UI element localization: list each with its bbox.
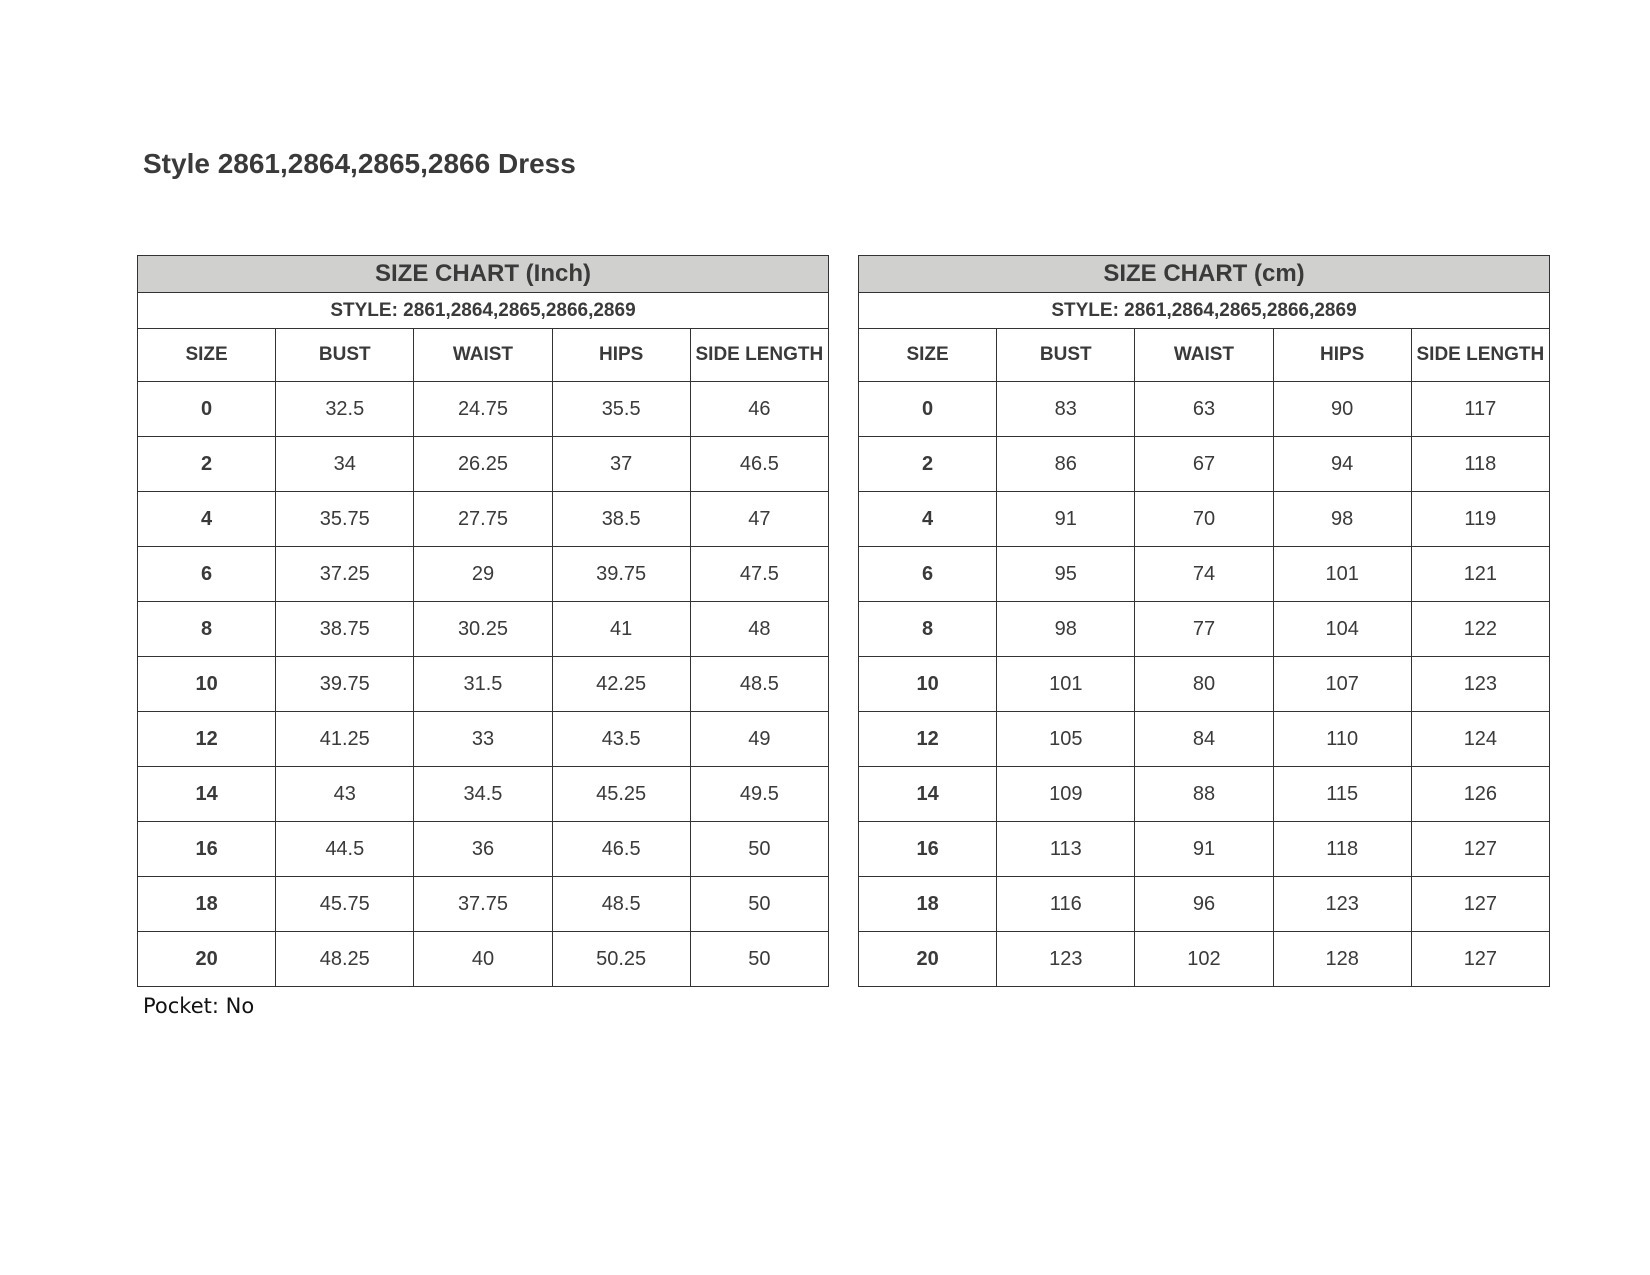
size-cell: 12 xyxy=(138,712,276,767)
table-row xyxy=(138,822,829,877)
measurement-cell: 41.25 xyxy=(276,712,414,767)
measurement-cell: 50 xyxy=(690,932,828,987)
measurement-cell: 118 xyxy=(1273,822,1411,877)
measurement-cell: 102 xyxy=(1135,932,1273,987)
measurement-cell: 45.75 xyxy=(276,877,414,932)
measurement-cell: 101 xyxy=(1273,547,1411,602)
column-header: WAIST xyxy=(1135,329,1273,382)
table-row xyxy=(138,602,829,657)
measurement-cell: 37.75 xyxy=(414,877,552,932)
measurement-cell: 123 xyxy=(1411,657,1549,712)
size-cell: 10 xyxy=(138,657,276,712)
table-row xyxy=(138,382,829,437)
measurement-cell: 91 xyxy=(997,492,1135,547)
measurement-cell: 37.25 xyxy=(276,547,414,602)
size-cell: 20 xyxy=(138,932,276,987)
measurement-cell: 46.5 xyxy=(552,822,690,877)
measurement-cell: 95 xyxy=(997,547,1135,602)
table-row xyxy=(138,437,829,492)
column-header: SIZE xyxy=(138,329,276,382)
pocket-note: Pocket: No xyxy=(143,994,255,1018)
measurement-cell: 46.5 xyxy=(690,437,828,492)
measurement-cell: 107 xyxy=(1273,657,1411,712)
measurement-cell: 98 xyxy=(997,602,1135,657)
size-cell: 4 xyxy=(859,492,997,547)
size-cell: 12 xyxy=(859,712,997,767)
measurement-cell: 26.25 xyxy=(414,437,552,492)
size-cell: 0 xyxy=(859,382,997,437)
measurement-cell: 123 xyxy=(997,932,1135,987)
measurement-cell: 121 xyxy=(1411,547,1549,602)
measurement-cell: 50 xyxy=(690,822,828,877)
size-chart-cm xyxy=(858,255,1550,987)
measurement-cell: 98 xyxy=(1273,492,1411,547)
measurement-cell: 43 xyxy=(276,767,414,822)
table-row xyxy=(859,492,1550,547)
measurement-cell: 119 xyxy=(1411,492,1549,547)
size-cell: 16 xyxy=(859,822,997,877)
column-header: WAIST xyxy=(414,329,552,382)
measurement-cell: 115 xyxy=(1273,767,1411,822)
measurement-cell: 44.5 xyxy=(276,822,414,877)
measurement-cell: 83 xyxy=(997,382,1135,437)
table-body xyxy=(138,382,829,987)
column-header: HIPS xyxy=(552,329,690,382)
measurement-cell: 50 xyxy=(690,877,828,932)
table-row xyxy=(138,877,829,932)
measurement-cell: 46 xyxy=(690,382,828,437)
table-row xyxy=(859,437,1550,492)
measurement-cell: 101 xyxy=(997,657,1135,712)
measurement-cell: 30.25 xyxy=(414,602,552,657)
chart-title: SIZE CHART (Inch) xyxy=(138,256,829,293)
measurement-cell: 43.5 xyxy=(552,712,690,767)
measurement-cell: 32.5 xyxy=(276,382,414,437)
measurement-cell: 47 xyxy=(690,492,828,547)
measurement-cell: 63 xyxy=(1135,382,1273,437)
measurement-cell: 113 xyxy=(997,822,1135,877)
table-row xyxy=(138,547,829,602)
measurement-cell: 80 xyxy=(1135,657,1273,712)
measurement-cell: 50.25 xyxy=(552,932,690,987)
measurement-cell: 38.75 xyxy=(276,602,414,657)
size-cell: 8 xyxy=(138,602,276,657)
style-line: STYLE: 2861,2864,2865,2866,2869 xyxy=(138,293,829,329)
table-body xyxy=(859,382,1550,987)
table-row xyxy=(859,767,1550,822)
size-cell: 14 xyxy=(138,767,276,822)
measurement-cell: 39.75 xyxy=(276,657,414,712)
measurement-cell: 49 xyxy=(690,712,828,767)
table-row xyxy=(859,657,1550,712)
measurement-cell: 47.5 xyxy=(690,547,828,602)
measurement-cell: 74 xyxy=(1135,547,1273,602)
table-row xyxy=(859,822,1550,877)
measurement-cell: 118 xyxy=(1411,437,1549,492)
measurement-cell: 124 xyxy=(1411,712,1549,767)
table-row xyxy=(138,712,829,767)
measurement-cell: 48.5 xyxy=(690,657,828,712)
measurement-cell: 31.5 xyxy=(414,657,552,712)
measurement-cell: 122 xyxy=(1411,602,1549,657)
measurement-cell: 126 xyxy=(1411,767,1549,822)
measurement-cell: 116 xyxy=(997,877,1135,932)
measurement-cell: 37 xyxy=(552,437,690,492)
measurement-cell: 45.25 xyxy=(552,767,690,822)
measurement-cell: 34.5 xyxy=(414,767,552,822)
measurement-cell: 39.75 xyxy=(552,547,690,602)
measurement-cell: 67 xyxy=(1135,437,1273,492)
measurement-cell: 35.75 xyxy=(276,492,414,547)
table-row xyxy=(859,932,1550,987)
page-title: Style 2861,2864,2865,2866 Dress xyxy=(143,148,576,179)
measurement-cell: 110 xyxy=(1273,712,1411,767)
measurement-cell: 127 xyxy=(1411,877,1549,932)
size-cell: 20 xyxy=(859,932,997,987)
measurement-cell: 94 xyxy=(1273,437,1411,492)
measurement-cell: 86 xyxy=(997,437,1135,492)
measurement-cell: 127 xyxy=(1411,932,1549,987)
size-cell: 16 xyxy=(138,822,276,877)
measurement-cell: 41 xyxy=(552,602,690,657)
size-cell: 6 xyxy=(859,547,997,602)
measurement-cell: 48.5 xyxy=(552,877,690,932)
table-row xyxy=(138,657,829,712)
table-row xyxy=(859,877,1550,932)
measurement-cell: 90 xyxy=(1273,382,1411,437)
measurement-cell: 117 xyxy=(1411,382,1549,437)
measurement-cell: 40 xyxy=(414,932,552,987)
measurement-cell: 48.25 xyxy=(276,932,414,987)
size-cell: 4 xyxy=(138,492,276,547)
column-header: SIDE LENGTH xyxy=(1411,329,1549,382)
size-cell: 18 xyxy=(138,877,276,932)
size-cell: 14 xyxy=(859,767,997,822)
style-line: STYLE: 2861,2864,2865,2866,2869 xyxy=(859,293,1550,329)
size-cell: 0 xyxy=(138,382,276,437)
measurement-cell: 128 xyxy=(1273,932,1411,987)
size-cell: 2 xyxy=(859,437,997,492)
measurement-cell: 36 xyxy=(414,822,552,877)
measurement-cell: 77 xyxy=(1135,602,1273,657)
measurement-cell: 70 xyxy=(1135,492,1273,547)
measurement-cell: 24.75 xyxy=(414,382,552,437)
measurement-cell: 127 xyxy=(1411,822,1549,877)
column-header: BUST xyxy=(276,329,414,382)
size-chart-inch xyxy=(137,255,829,987)
table-row xyxy=(138,767,829,822)
measurement-cell: 91 xyxy=(1135,822,1273,877)
size-cell: 2 xyxy=(138,437,276,492)
table-row xyxy=(859,712,1550,767)
measurement-cell: 34 xyxy=(276,437,414,492)
table-row xyxy=(859,547,1550,602)
measurement-cell: 49.5 xyxy=(690,767,828,822)
column-header: SIDE LENGTH xyxy=(690,329,828,382)
measurement-cell: 33 xyxy=(414,712,552,767)
table-row xyxy=(859,382,1550,437)
measurement-cell: 38.5 xyxy=(552,492,690,547)
measurement-cell: 42.25 xyxy=(552,657,690,712)
table-row xyxy=(138,492,829,547)
measurement-cell: 104 xyxy=(1273,602,1411,657)
measurement-cell: 96 xyxy=(1135,877,1273,932)
measurement-cell: 84 xyxy=(1135,712,1273,767)
measurement-cell: 48 xyxy=(690,602,828,657)
table-row xyxy=(859,602,1550,657)
column-header: SIZE xyxy=(859,329,997,382)
column-header: HIPS xyxy=(1273,329,1411,382)
size-cell: 18 xyxy=(859,877,997,932)
measurement-cell: 105 xyxy=(997,712,1135,767)
measurement-cell: 109 xyxy=(997,767,1135,822)
measurement-cell: 35.5 xyxy=(552,382,690,437)
size-cell: 10 xyxy=(859,657,997,712)
chart-title: SIZE CHART (cm) xyxy=(859,256,1550,293)
size-cell: 6 xyxy=(138,547,276,602)
measurement-cell: 29 xyxy=(414,547,552,602)
column-header: BUST xyxy=(997,329,1135,382)
measurement-cell: 88 xyxy=(1135,767,1273,822)
table-row xyxy=(138,932,829,987)
measurement-cell: 123 xyxy=(1273,877,1411,932)
size-cell: 8 xyxy=(859,602,997,657)
measurement-cell: 27.75 xyxy=(414,492,552,547)
